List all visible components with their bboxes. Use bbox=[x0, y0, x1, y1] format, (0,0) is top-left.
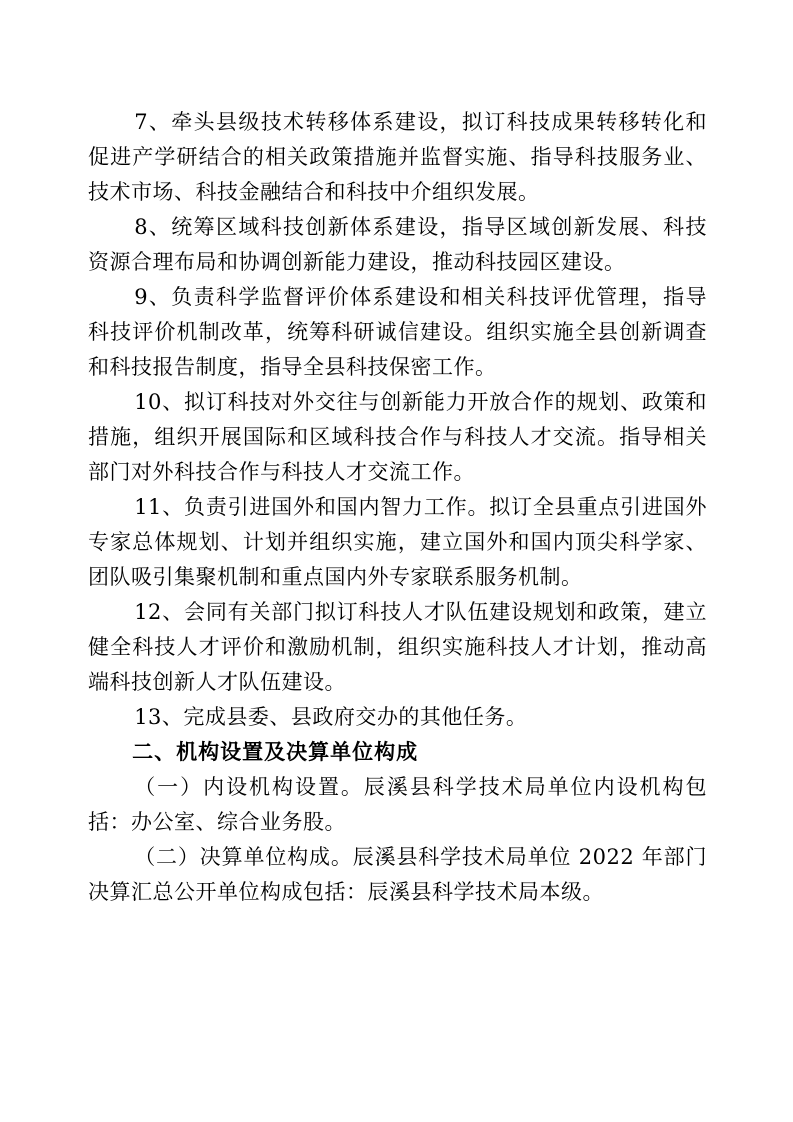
document-content bbox=[88, 105, 707, 910]
paragraph-duty-7: 7、牵头县级技术转移体系建设，拟订科技成果转移转化和促进产学研结合的相关政策措施并监督实施、指导科技服务业、技术市场、科技金融结合和科技中介组织发展。 bbox=[88, 110, 707, 204]
paragraph-duty-8: 8、统筹区域科技创新体系建设，指导区域创新发展、科技资源合理布局和协调创新能力建设，推动科技园区建设。 bbox=[88, 215, 707, 274]
paragraph-duty-13: 13、完成县委、县政府交办的其他任务。 bbox=[134, 705, 528, 729]
paragraph-duty-11: 11、负责引进国外和国内智力工作。拟订全县重点引进国外专家总体规划、计划并组织实施，建立国外和国内顶尖科学家、团队吸引集聚机制和重点国内外专家联系服务机制。 bbox=[88, 495, 707, 589]
paragraph-unit-composition: （二）决算单位构成。辰溪县科学技术局单位 2022 年部门决算汇总公开单位构成包括：辰溪县科学技术局本级。 bbox=[88, 845, 707, 904]
paragraph-duty-12: 12、会同有关部门拟订科技人才队伍建设规划和政策，建立健全科技人才评价和激励机制，组织实施科技人才计划，推动高端科技创新人才队伍建设。 bbox=[88, 600, 707, 694]
paragraph-internal-org: （一）内设机构设置。辰溪县科学技术局单位内设机构包括：办公室、综合业务股。 bbox=[88, 775, 707, 834]
section-heading-org-setup: 二、机构设置及决算单位构成 bbox=[132, 740, 419, 764]
paragraph-duty-10: 10、拟订科技对外交往与创新能力开放合作的规划、政策和措施，组织开展国际和区域科技合作与科技人才交流。指导相关部门对外科技合作与科技人才交流工作。 bbox=[88, 390, 707, 484]
paragraph-duty-9: 9、负责科学监督评价体系建设和相关科技评优管理，指导科技评价机制改革，统筹科研诚信建设。组织实施全县创新调查和科技报告制度，指导全县科技保密工作。 bbox=[88, 285, 707, 379]
